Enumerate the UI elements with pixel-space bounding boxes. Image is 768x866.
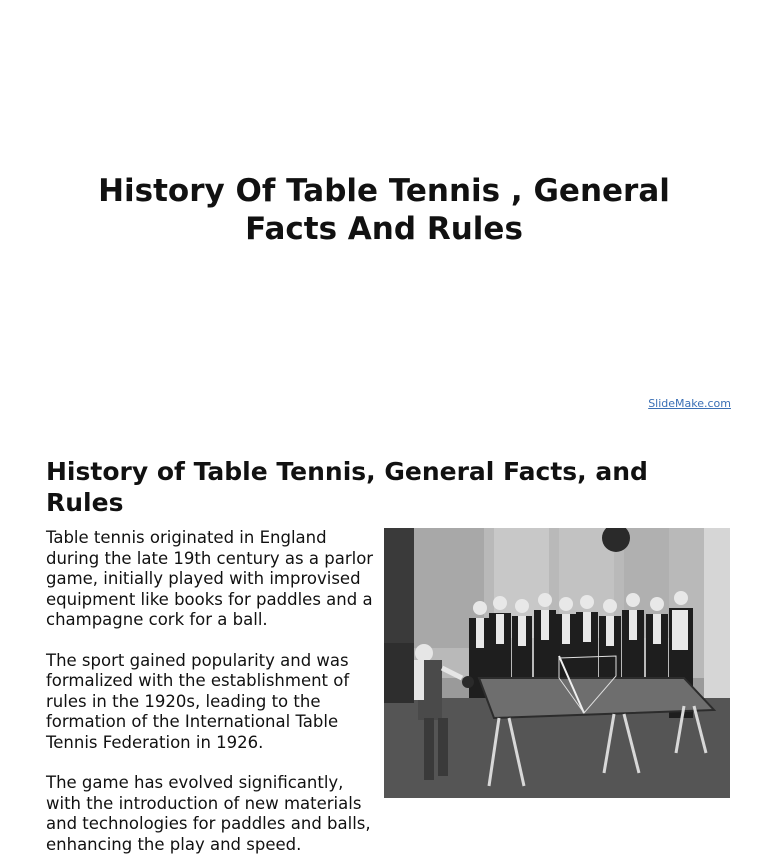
page-title: History Of Table Tennis , General Facts And Rules xyxy=(98,173,670,247)
paragraph-formalization: The sport gained popularity and was formalized with the establishment of rules in the 1920s, leading to the formation of the International Table Tennis Federation in 1926. xyxy=(46,650,350,752)
historic-table-tennis-image xyxy=(384,528,730,798)
section-title: History of Table Tennis, General Facts, and Rules xyxy=(46,457,648,517)
paragraph-evolution: The game has evolved significantly, with the introduction of new materials and technologies for paddles and balls, enhancing the play and speed. xyxy=(46,773,371,854)
text-column xyxy=(46,528,376,866)
title-slide xyxy=(0,0,768,430)
table-tennis-photo xyxy=(384,528,730,798)
paragraph-origin: Table tennis originated in England during the late 19th century as a parlor game, initially played with improvised equipment like books for paddles and a champagne cork for a ball. xyxy=(46,528,374,629)
content-section xyxy=(46,456,736,854)
slidemake-link[interactable]: SlideMake.com xyxy=(648,397,731,410)
